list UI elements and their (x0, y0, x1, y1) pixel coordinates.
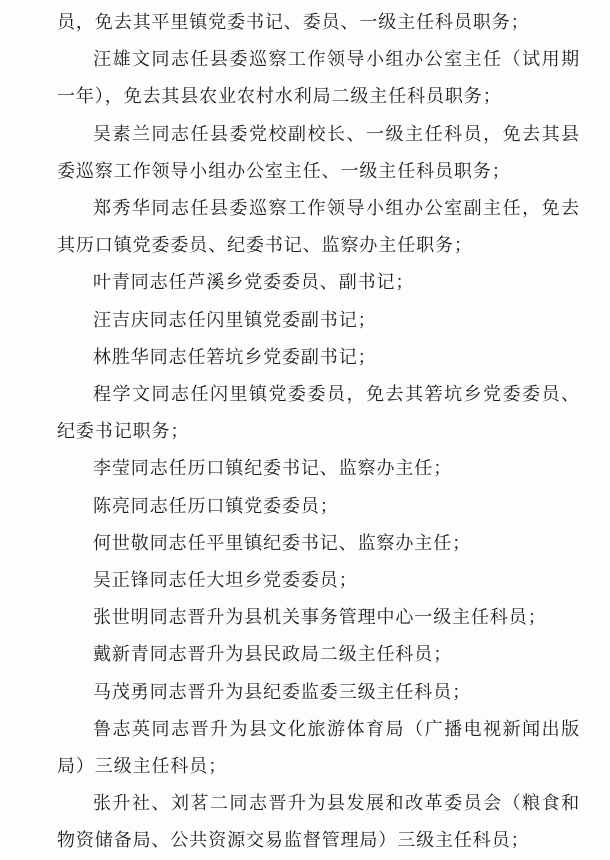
paragraph-lu-zhiying: 鲁志英同志晋升为县文化旅游体育局（广播电视新闻出版局）三级主任科员； (57, 718, 580, 778)
paragraph-wang-xiongwen: 汪雄文同志任县委巡察工作领导小组办公室主任（试用期一年），免去其县农业农村水利局二级主任科员职务； (57, 49, 580, 108)
paragraph-continued: 员，免去其平里镇党委书记、委员、一级主任科员职务； (57, 12, 530, 33)
paragraph-chen-liang: 陈亮同志任历口镇党委委员； (93, 495, 339, 517)
paragraph-li-ying: 李莹同志任历口镇纪委书记、监察办主任； (93, 458, 453, 480)
paragraph-wang-jiqing: 汪吉庆同志任闪里镇党委副书记； (93, 309, 377, 331)
paragraph-lin-shenghua: 林胜华同志任箬坑乡党委副书记； (93, 346, 377, 368)
paragraph-ma-maoyong: 马茂勇同志晋升为县纪委监委三级主任科员； (93, 681, 471, 703)
paragraph-wu-sulan: 吴素兰同志任县委党校副校长、一级主任科员，免去其县委巡察工作领导小组办公室主任、一级主任科员职务； (57, 123, 580, 182)
paragraph-wu-zhengfeng: 吴正锋同志任大坦乡党委委员； (93, 570, 358, 592)
paragraph-zhang-shiming: 张世明同志晋升为县机关事务管理中心一级主任科员； (93, 607, 547, 629)
paragraph-ye-qing: 叶青同志任芦溪乡党委委员、副书记； (93, 272, 415, 294)
paragraph-zheng-xiuhua: 郑秀华同志任县委巡察工作领导小组办公室副主任，免去其历口镇党委委员、纪委书记、监察办主任职务； (57, 198, 580, 257)
paragraph-zhang-shengshe-liu-minger: 张升社、刘茗二同志晋升为县发展和改革委员会（粮食和物资储备局、公共资源交易监督管理局）三级主任科员； (57, 793, 580, 852)
paragraph-cheng-xuewen: 程学文同志任闪里镇党委委员，免去其箬坑乡党委委员、纪委书记职务； (57, 384, 580, 443)
paragraph-dai-xinqing: 戴新青同志晋升为县民政局二级主任科员； (93, 644, 453, 666)
paragraph-he-shijing: 何世敬同志任平里镇纪委书记、监察办主任； (93, 532, 471, 554)
